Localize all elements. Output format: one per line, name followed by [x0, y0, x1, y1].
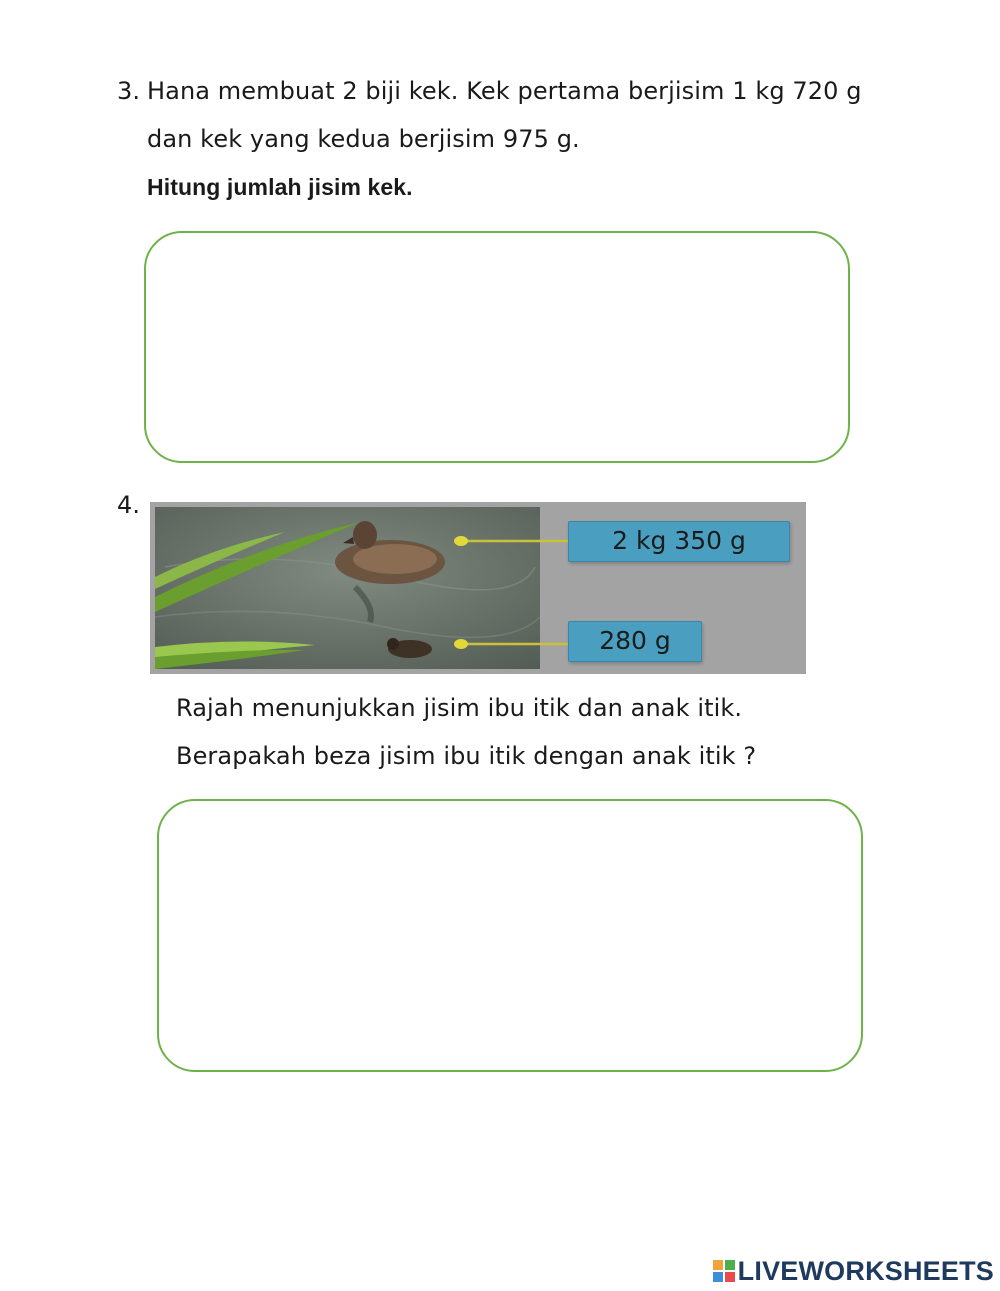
liveworksheets-logo-icon: [713, 1260, 735, 1282]
liveworksheets-logo-text: LIVEWORKSHEETS: [737, 1255, 994, 1286]
liveworksheets-logo[interactable]: [713, 1255, 994, 1287]
question-3-number: 3.: [117, 77, 141, 105]
question-4-text-line-1: Rajah menunjukkan jisim ibu itik dan anak itik.: [176, 694, 743, 722]
mother-duck-weight-label: 2 kg 350 g: [568, 521, 790, 562]
question-3-instruction: Hitung jumlah jisim kek.: [147, 174, 413, 200]
answer-box-question-4[interactable]: [157, 799, 863, 1072]
duck-weight-figure: [150, 502, 806, 674]
answer-box-question-3[interactable]: [144, 231, 850, 463]
question-3-text-line-1: Hana membuat 2 biji kek. Kek pertama berjisim 1 kg 720 g: [147, 77, 862, 105]
question-4-number: 4.: [117, 491, 141, 519]
question-4-text-line-2: Berapakah beza jisim ibu itik dengan anak itik ?: [176, 742, 757, 770]
question-3-text-line-2: dan kek yang kedua berjisim 975 g.: [147, 125, 580, 153]
duckling-weight-label: 280 g: [568, 621, 702, 662]
